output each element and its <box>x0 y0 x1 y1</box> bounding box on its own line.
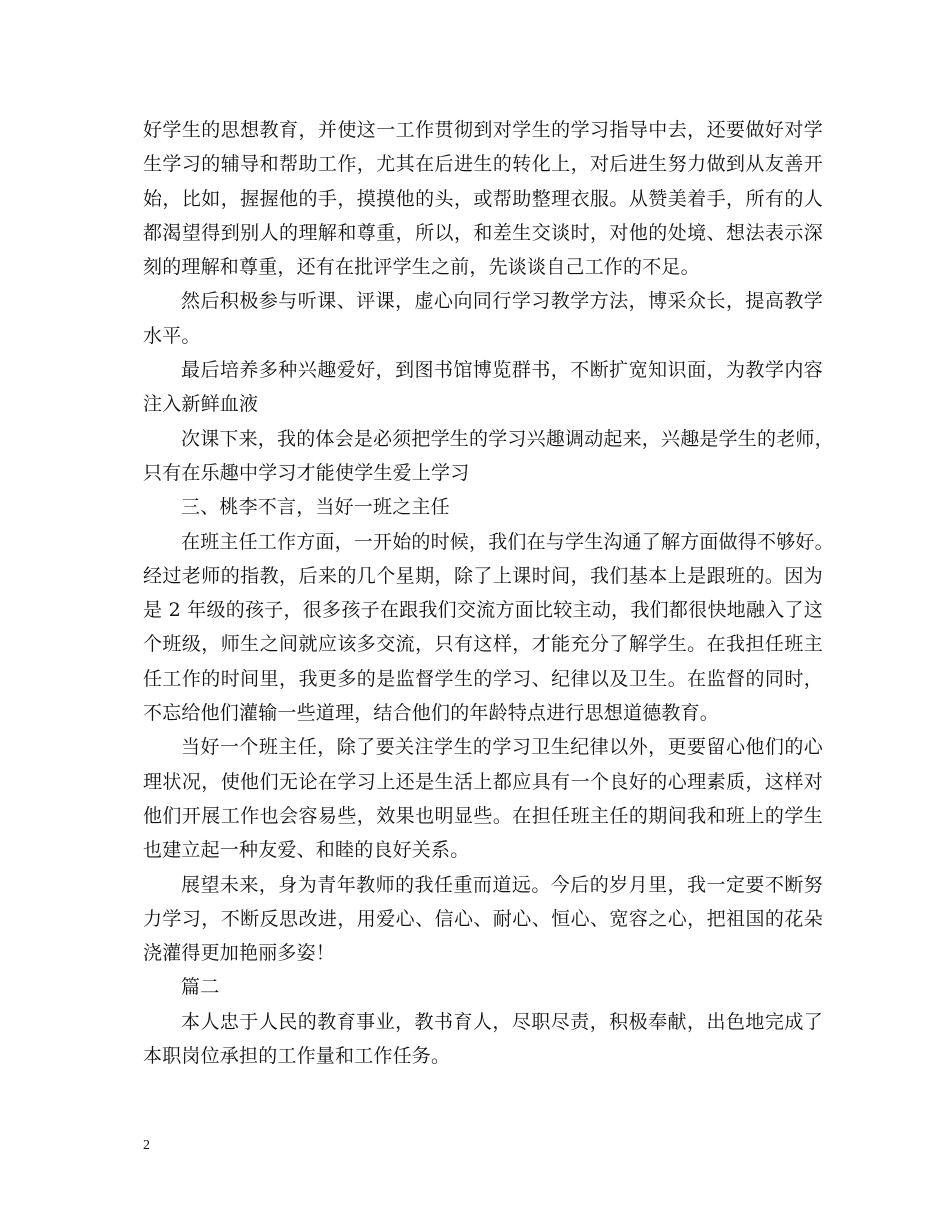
text-line: 次课下来，我的体会是必须把学生的学习兴趣调动起来，兴趣是学生的老师， <box>181 427 834 450</box>
text-line: 力学习，不断反思改进，用爱心、信心、耐心、恒心、宽容之心，把祖国的花朵 <box>143 907 823 930</box>
text-line: 经过老师的指教，后来的几个星期，除了上课时间，我们基本上是跟班的。因为 <box>143 564 823 587</box>
text-line: 不忘给他们灌输一些道理，结合他们的年龄特点进行思想道德教育。 <box>143 702 720 725</box>
text-line: 在班主任工作方面，一开始的时候，我们在与学生沟通了解方面做得不够好。 <box>181 530 834 553</box>
text-line: 也建立起一种友爱、和睦的良好关系。 <box>143 839 470 862</box>
section-heading: 三、桃李不言，当好一班之主任 <box>181 496 450 519</box>
text-line: 当好一个班主任，除了要关注学生的学习卫生纪律以外，更要留心他们的心 <box>181 736 823 759</box>
text-line: 展望未来，身为青年教师的我任重而道远。今后的岁月里，我一定要不断努 <box>181 873 823 896</box>
text-line: 个班级，师生之间就应该多交流，只有这样，才能充分了解学生。在我担任班主 <box>143 633 823 656</box>
text-line: 是 2 年级的孩子，很多孩子在跟我们交流方面比较主动，我们都很快地融入了这 <box>143 599 823 622</box>
text-line: 他们开展工作也会容易些，效果也明显些。在担任班主任的期间我和班上的学生 <box>143 804 823 827</box>
text-line: 好学生的思想教育，并使这一工作贯彻到对学生的学习指导中去，还要做好对学 <box>143 119 823 141</box>
text-line: 最后培养多种兴趣爱好，到图书馆博览群书，不断扩宽知识面，为教学内容 <box>181 359 823 382</box>
text-line: 始，比如，握握他的手，摸摸他的头，或帮助整理衣服。从赞美着手，所有的人 <box>143 187 823 210</box>
document-body <box>143 113 834 1073</box>
text-line: 只有在乐趣中学习才能使学生爱上学习 <box>143 461 470 484</box>
section-heading: 篇二 <box>181 976 220 999</box>
text-line: 注入新鲜血液 <box>143 393 259 416</box>
text-line: 本职岗位承担的工作量和工作任务。 <box>143 1045 451 1068</box>
text-line: 任工作的时间里，我更多的是监督学生的学习、纪律以及卫生。在监督的同时， <box>143 667 823 690</box>
text-line: 浇灌得更加艳丽多姿！ <box>143 942 336 965</box>
text-line: 生学习的辅导和帮助工作，尤其在后进生的转化上，对后进生努力做到从友善开 <box>143 153 823 176</box>
text-line: 然后积极参与听课、评课，虚心向同行学习教学方法，博采众长，提高教学 <box>181 290 823 313</box>
text-line: 刻的理解和尊重，还有在批评学生之前，先谈谈自己工作的不足。 <box>143 256 700 279</box>
text-line: 水平。 <box>143 324 201 347</box>
text-line: 理状况，使他们无论在学习上还是生活上都应具有一个良好的心理素质，这样对 <box>143 770 823 793</box>
text-line: 本人忠于人民的教育事业，教书育人，尽职尽责，积极奉献，出色地完成了 <box>181 1010 823 1033</box>
text-line: 都渴望得到别人的理解和尊重，所以，和差生交谈时，对他的处境、想法表示深 <box>143 221 823 244</box>
page-number: 2 <box>143 1138 150 1153</box>
